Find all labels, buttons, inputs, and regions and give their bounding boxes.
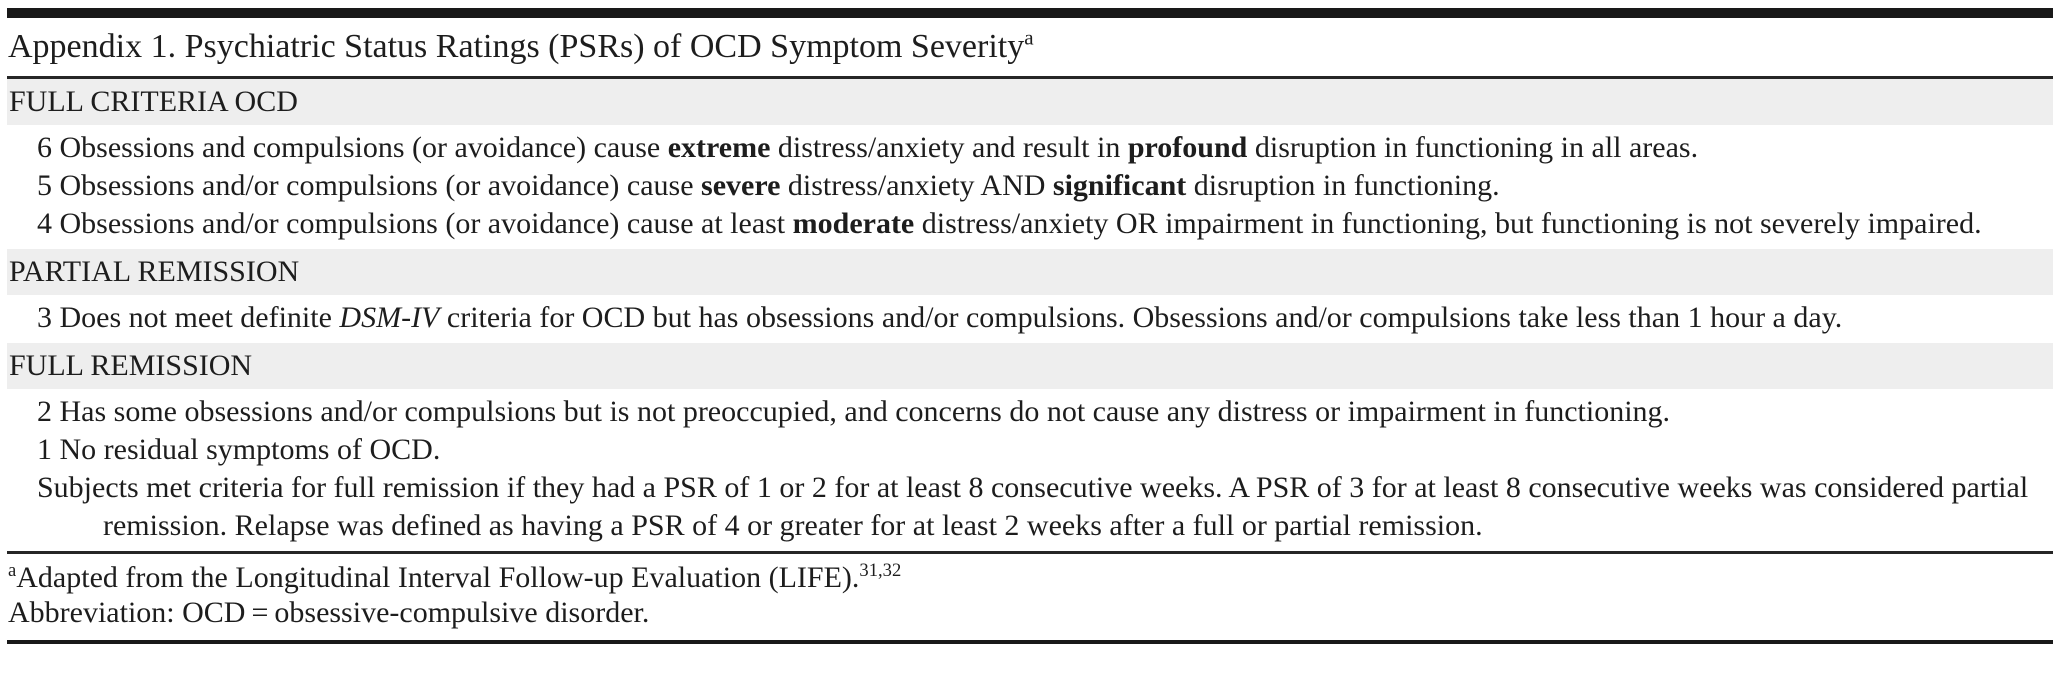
- section-header-full-remission: FULL REMISSION: [7, 343, 2053, 389]
- psr-item-6: 6 Obsessions and compulsions (or avoidance) cause extreme distress/anxiety and result in profound disruption in functioning in all areas.: [37, 131, 1699, 164]
- remission-definition-note: Subjects met criteria for full remission if they had a PSR of 1 or 2 for at least 8 consecutive weeks. A PSR of 3 for at least 8 consecutive weeks was considered partial remission. Relapse was defined as having a PSR of 4 or greater for at least 2 weeks after a full or partial remission.: [37, 471, 2029, 542]
- table-title: Appendix 1. Psychiatric Status Ratings (PSRs) of OCD Symptom Severity$^a$: [8, 25, 1034, 65]
- section-items-partial-remission: [7, 295, 2053, 343]
- section-header-full-criteria-ocd: FULL CRITERIA OCD: [7, 79, 2053, 125]
- section-header-partial-remission: PARTIAL REMISSION: [7, 249, 2053, 295]
- appendix-table: [7, 8, 2053, 644]
- footnote-source: $^a$Adapted from the Longitudinal Interval Follow-up Evaluation (LIFE).$^{31,32}$: [8, 560, 902, 594]
- psr-item-5: 5 Obsessions and/or compulsions (or avoidance) cause severe distress/anxiety AND significant disruption in functioning.: [37, 169, 1500, 202]
- table-footnotes: [7, 551, 2053, 640]
- table-top-rule: [7, 8, 2053, 18]
- psr-item-1: 1 No residual symptoms of OCD.: [37, 433, 441, 466]
- table-title-row: [7, 18, 2053, 79]
- footnote-abbreviation: Abbreviation: OCD = obsessive-compulsive disorder.: [8, 596, 650, 629]
- table-bottom-rule: [7, 640, 2053, 644]
- psr-item-2: 2 Has some obsessions and/or compulsions but is not preoccupied, and concerns do not cause any distress or impairment in functioning.: [37, 395, 1671, 428]
- psr-item-4: 4 Obsessions and/or compulsions (or avoidance) cause at least moderate distress/anxiety OR impairment in functioning, but functioning is not severely impaired.: [37, 207, 1982, 240]
- psr-item-3: 3 Does not meet definite DSM-IV criteria for OCD but has obsessions and/or compulsions. Obsessions and/or compulsions take less than 1 hour a day.: [37, 301, 1843, 334]
- section-items-full-remission: [7, 389, 2053, 551]
- section-items-full-criteria-ocd: [7, 125, 2053, 249]
